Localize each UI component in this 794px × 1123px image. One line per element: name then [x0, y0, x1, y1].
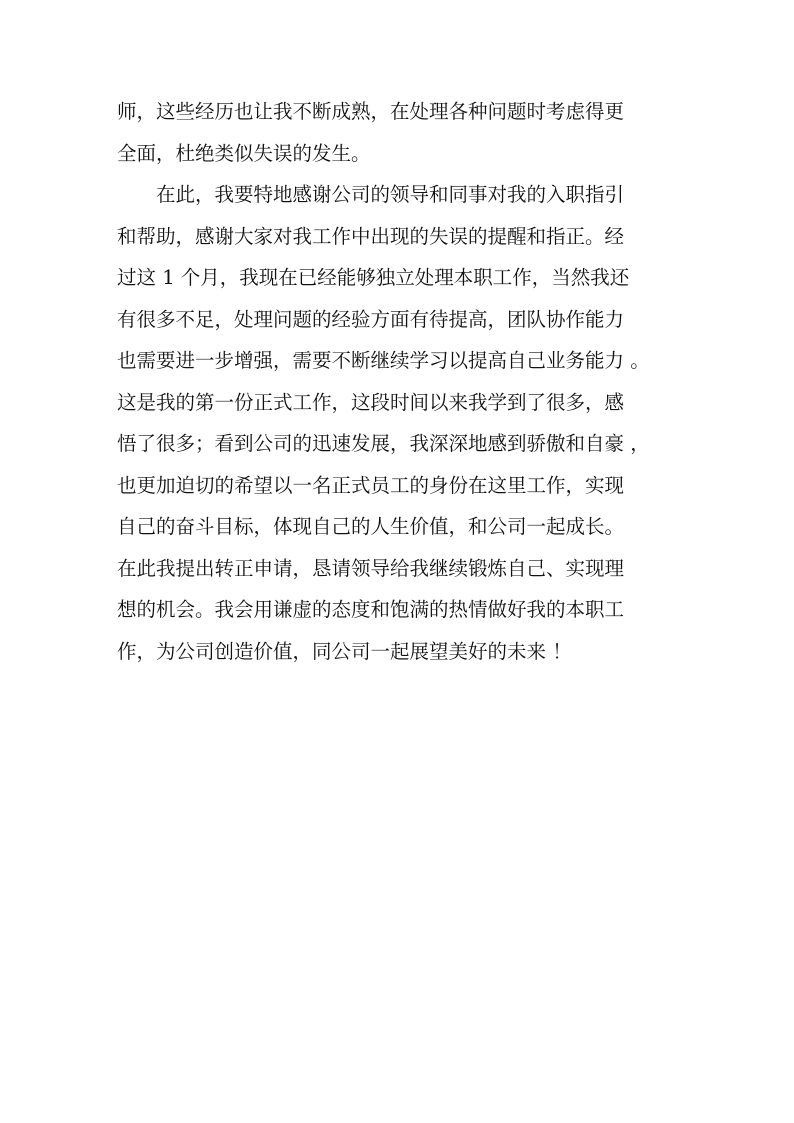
text-line: 师，这些经历也让我不断成熟，在处理各种问题时考虑得更 — [117, 100, 625, 123]
text-line: 也更加迫切的希望以一名正式员工的身份在这里工作，实现 — [117, 473, 625, 497]
body-text — [117, 91, 677, 672]
text-line: 在此，我要特地感谢公司的领导和同事对我的入职指引 — [117, 183, 625, 206]
text-line: 自己的奋斗目标，体现自己的人生价值，和公司一起成长。 — [117, 515, 625, 538]
text-line: 作，为公司创造价值，同公司一起展望美好的未来 ！ — [117, 639, 572, 663]
text-line: 这是我的第一份正式工作，这段时间以来我学到了很多，感 — [117, 390, 625, 414]
text-line: 在此我提出转正申请，恳请领导给我继续锻炼自己、实现理 — [117, 556, 625, 580]
text-line: 有很多不足，处理问题的经验方面有待提高，团队协作能力 — [117, 307, 625, 331]
text-line: 想的机会。我会用谦虚的态度和饱满的热情做好我的本职工 — [117, 598, 625, 621]
text-line: 全面，杜绝类似失误的发生。 — [117, 141, 371, 165]
text-line: 和帮助，感谢大家对我工作中出现的失误的提醒和指正。经 — [117, 224, 625, 248]
text-line: 过这 1 个月，我现在已经能够独立处理本职工作，当然我还 — [117, 266, 630, 289]
text-line: 也需要进一步增强，需要不断继续学习以提高自己业务能力 。 — [117, 349, 650, 372]
text-line: 悟了很多；看到公司的迅速发展，我深深地感到骄傲和自豪 ， — [117, 432, 650, 455]
